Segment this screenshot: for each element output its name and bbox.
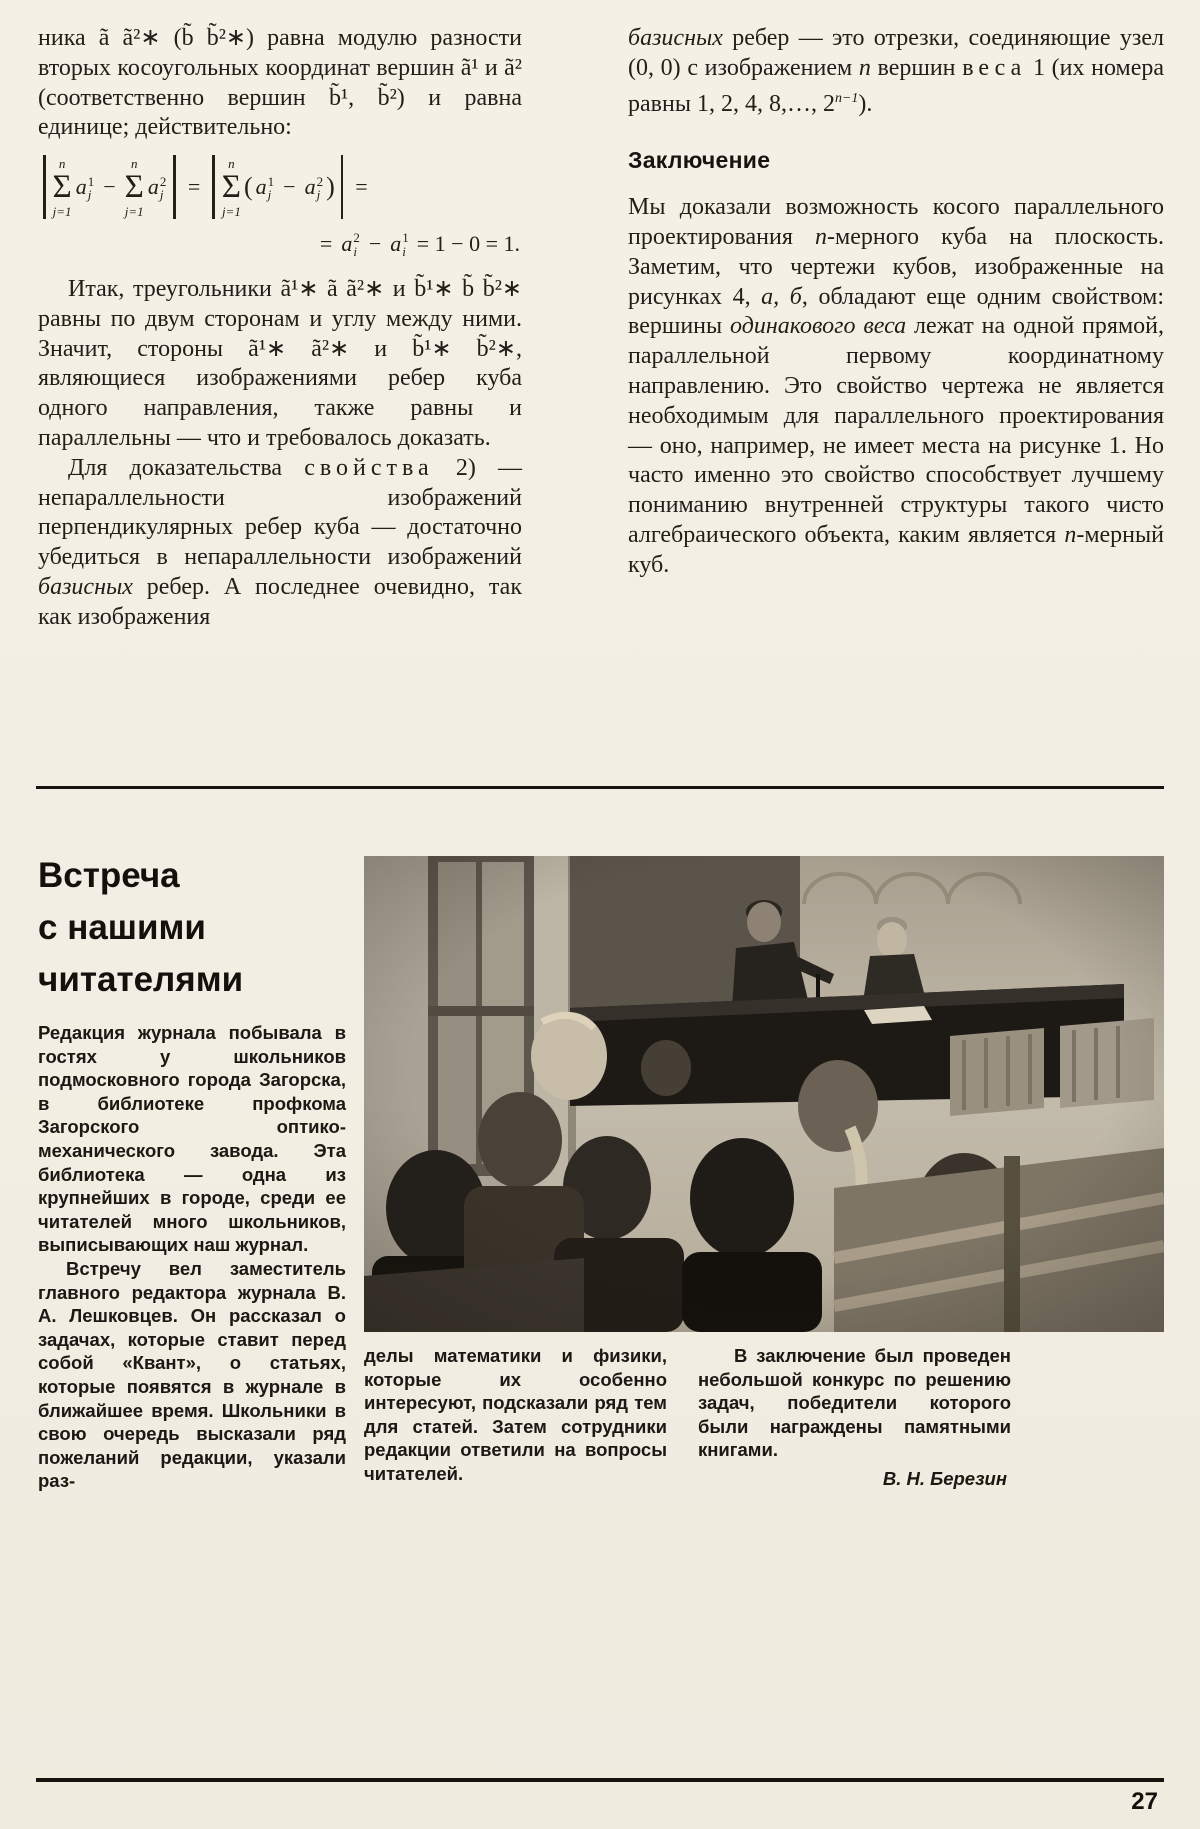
- text-run-italic: а, б: [761, 283, 802, 310]
- sum-lower-limit: j=1: [221, 203, 241, 219]
- sum-upper-limit: n: [228, 155, 235, 171]
- term-subscript: j: [316, 187, 321, 203]
- footer-divider: [36, 1778, 1164, 1782]
- text-run: 1 (их номера равны 1, 2, 4, 8,…, 2: [628, 54, 1165, 117]
- text-run: Для доказательства: [68, 454, 305, 481]
- term-indices: [317, 175, 324, 202]
- text-run: вершин: [870, 54, 963, 81]
- paragraph: [628, 24, 1164, 119]
- term-subscript: j: [87, 187, 92, 203]
- math-term: [305, 172, 324, 202]
- author-signature: В. Н. Березин: [882, 1467, 1007, 1489]
- term-indices: [88, 175, 95, 202]
- paragraph: [38, 454, 522, 633]
- sigma-symbol: Σ: [221, 168, 241, 205]
- math-operator: =: [355, 174, 368, 200]
- term-base: a: [304, 174, 316, 200]
- paragraph: В заключение был проведен небольшой конкурс по решению задач, победители которого были награждены памятными книгами.: [698, 1345, 1011, 1461]
- text-run: 2) — непараллельности изображений перпендикулярных ребер куба — достаточно убедиться в непараллельности изображений: [38, 454, 522, 571]
- text-run: лежат на одной прямой, параллельной первому координатному направлению. Это свойство чертежа не является необходимым для параллельного проектирования — оно, например, не имеет места на рисунке 1. Но часто именно это свойство способствует лучшему пониманию внутренней структуры такого чисто алгебраического объекта, каким является: [628, 313, 1165, 548]
- absolute-value-bar: [341, 155, 344, 219]
- text-run: Мы доказали возможность косого параллельного проектирования: [628, 194, 1164, 250]
- term-superscript: 2: [316, 173, 324, 189]
- text-run-italic: n: [1064, 521, 1077, 548]
- section-divider: [36, 786, 1164, 789]
- parenthesis: (: [244, 172, 253, 202]
- formula-tail: = 1 − 0 = 1.: [416, 231, 520, 257]
- math-term: [76, 172, 95, 202]
- feature-title: [38, 850, 243, 1006]
- term-subscript: j: [159, 187, 164, 203]
- text-run-italic: базисных: [628, 25, 723, 51]
- meeting-photo: [364, 856, 1164, 1332]
- text-run: , обладают еще одним свойством: вершины: [628, 283, 1164, 340]
- paragraph: Итак, треугольники ã¹∗ ã ã²∗ и b̃¹∗ b̃ b̃²∗ равны по двум сторонам и углу между ними. Значит, стороны ã¹∗ ã²∗ и b̃¹∗ b̃²∗, являющиеся изображениями ребер куба одного направления, также равны и параллельны — что и требовалось доказать.: [38, 275, 522, 451]
- math-formula: [38, 155, 522, 259]
- text-run-letterspaced: свойства: [304, 454, 434, 481]
- term-superscript: 2: [353, 230, 360, 246]
- text-run: -мерный куб.: [628, 521, 1164, 578]
- parenthesis: ): [326, 172, 335, 202]
- meeting-photo-illustration: [364, 856, 1164, 1332]
- term-superscript: 1: [267, 173, 275, 189]
- text-run-italic: n: [858, 54, 871, 81]
- text-run-italic: базисных: [38, 573, 133, 600]
- term-indices: [160, 175, 167, 202]
- feature-title-line: читателями: [38, 960, 244, 999]
- formula-line-2: [38, 229, 522, 259]
- summation: [53, 157, 72, 218]
- paragraph: ника ã ã²∗ (b̃ b̃²∗) равна модулю разности вторых косоугольных координат вершин ã¹ и ã² (соответственно вершин b̃¹, b̃²) и равна единице; действительно:: [38, 25, 522, 141]
- paragraph: делы математики и физики, которые их особенно интересуют, подсказали ряд тем для статей. Затем сотрудники редакции ответили на вопросы читателей.: [364, 1345, 667, 1484]
- math-operator: =: [187, 174, 201, 200]
- formula-line-1: [38, 155, 522, 219]
- feature-title-line: Встреча: [38, 856, 180, 895]
- article-column-left: [38, 24, 522, 633]
- text-run-italic: n: [815, 223, 828, 250]
- term-superscript: 2: [159, 173, 167, 189]
- text-run: ребер — это отрезки, соединяющие узел (0, 0) с изображением: [628, 25, 1164, 81]
- article-column-right: [628, 24, 1164, 581]
- term-base: a: [341, 231, 353, 257]
- term-base: a: [255, 174, 267, 200]
- term-indices: [353, 231, 360, 258]
- term-superscript: 1: [87, 173, 95, 189]
- term-base: a: [147, 174, 159, 200]
- math-term: [341, 229, 360, 259]
- sigma-symbol: Σ: [124, 168, 144, 205]
- section-heading-conclusion: Заключение: [628, 147, 771, 174]
- feature-column-middle: [364, 1344, 667, 1486]
- math-operator: −: [103, 174, 116, 200]
- math-term: [148, 172, 167, 202]
- feature-column-left: [38, 1021, 346, 1493]
- term-indices: [268, 175, 275, 202]
- term-indices: [402, 231, 409, 258]
- paragraph: Встречу вел заместитель главного редактора журнала В. А. Лешковцев. Он рассказал о задачах, которые ставит перед собой «Квант», о статьях, которые появятся в журнале в ближайшее время. Школьники в свою очередь высказали ряд пожеланий редакции, указали раз-: [38, 1257, 346, 1492]
- term-subscript: i: [402, 244, 406, 260]
- summation: [125, 157, 144, 218]
- text-run: ).: [858, 90, 873, 117]
- absolute-value-bar: [43, 155, 46, 219]
- term-base: a: [75, 174, 87, 200]
- math-operator: −: [368, 231, 382, 257]
- math-operator: =: [319, 231, 333, 257]
- text-run: ребер. А последнее очевидно, так как изображения: [38, 573, 522, 630]
- term-subscript: i: [353, 244, 357, 260]
- text-run-italic: одинакового веса: [730, 313, 907, 340]
- text-run-letterspaced: веса: [962, 54, 1027, 81]
- feature-column-right: [698, 1344, 1011, 1491]
- paragraph: [628, 193, 1164, 580]
- paragraph: Редакция журнала побывала в гостях у школьников подмосковного города Загорска, в библиотеке профкома Загорского оптико-механического завода. Эта библиотека — одна из крупнейших в городе, среди ее читателей много школьников, выписывающих наш журнал.: [38, 1022, 346, 1256]
- summation: [222, 157, 241, 218]
- absolute-value-bar: [212, 155, 215, 219]
- math-term: [390, 229, 409, 259]
- sum-lower-limit: j=1: [52, 203, 72, 219]
- feature-title-line: с нашими: [38, 908, 206, 947]
- term-subscript: j: [267, 187, 272, 203]
- page-number: 27: [1131, 1788, 1158, 1815]
- math-operator: −: [283, 174, 296, 200]
- term-base: a: [390, 231, 402, 257]
- text-run-superscript: n−1: [834, 90, 859, 106]
- term-superscript: 1: [402, 230, 409, 246]
- absolute-value-bar: [173, 155, 176, 219]
- sum-upper-limit: n: [58, 155, 66, 171]
- sum-lower-limit: j=1: [124, 203, 144, 219]
- math-term: [256, 172, 275, 202]
- sigma-symbol: Σ: [52, 168, 72, 205]
- text-run: -мерного куба на плоскость. Заметим, что чертежи кубов, изображенные на рисунках 4,: [628, 223, 1165, 310]
- sum-upper-limit: n: [131, 155, 138, 171]
